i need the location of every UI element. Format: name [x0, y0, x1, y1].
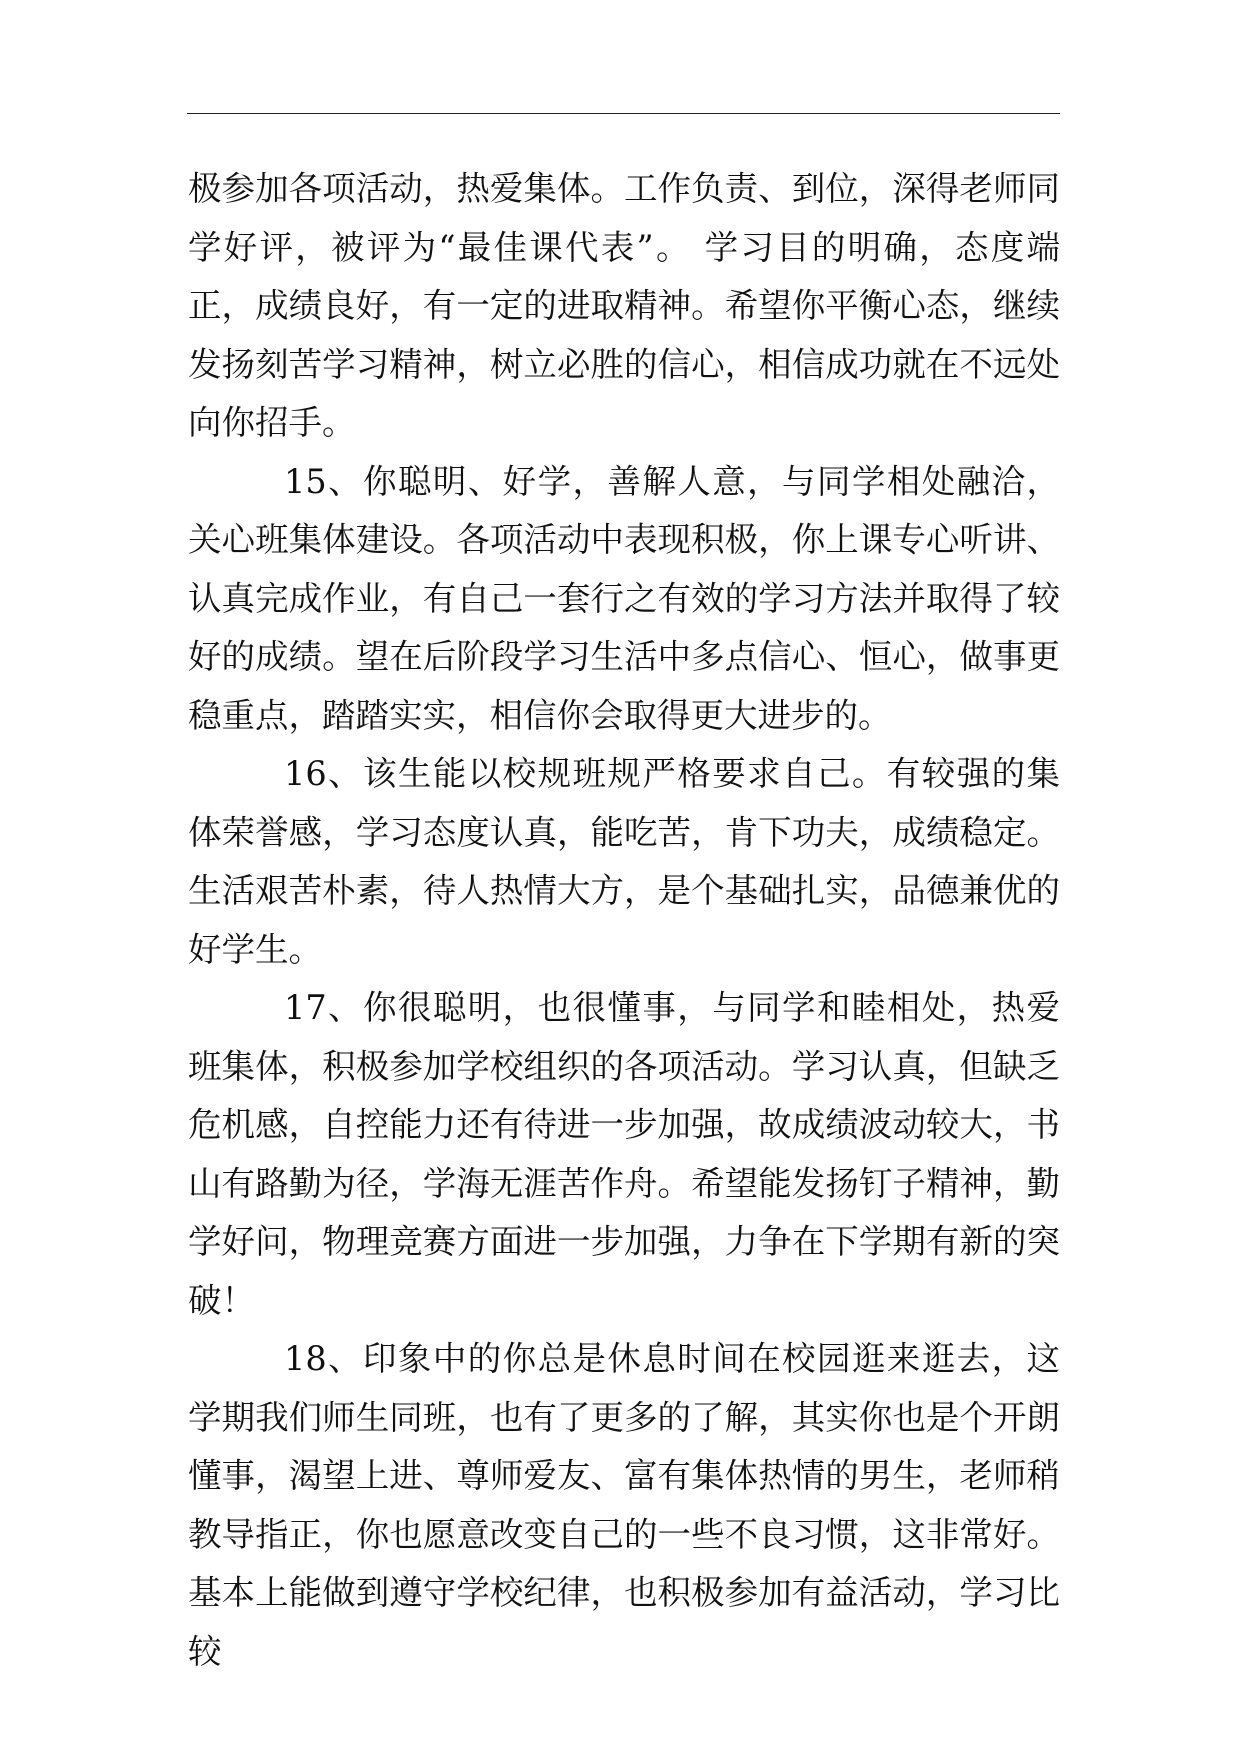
paragraph-comment-15: 15、你聪明、好学，善解人意，与同学相处融洽，关心班集体建设。各项活动中表现积极，你上课专心听讲、认真完成作业，有自己一套行之有效的学习方法并取得了较好的成绩。望在后阶段学习生活中多点信心、恒心，做事更稳重点，踏踏实实，相信你会取得更大进步的。 — [188, 461, 1060, 735]
header-rule — [187, 113, 1060, 114]
paragraph-comment-17: 17、你很聪明，也很懂事，与同学和睦相处，热爱班集体，积极参加学校组织的各项活动。学习认真，但缺乏危机感，自控能力还有待进一步加强，故成绩波动较大，书山有路勤为径，学海无涯苦作舟。希望能发扬钉子精神，勤学好问，物理竞赛方面进一步加强，力争在下学期有新的突破！ — [188, 988, 1060, 1320]
paragraph-comment-18: 18、印象中的你总是休息时间在校园逛来逛去，这学期我们师生同班，也有了更多的了解，其实你也是个开朗懂事，渴望上进、尊师爱友、富有集体热情的男生，老师稍教导指正，你也愿意改变自己的一些不良习惯，这非常好。基本上能做到遵守学校纪律，也积极参加有益活动，学习比较 — [188, 1339, 1060, 1671]
paragraph-comment-16: 16、该生能以校规班规严格要求自己。有较强的集体荣誉感，学习态度认真，能吃苦，肯下功夫，成绩稳定。生活艰苦朴素，待人热情大方，是个基础扎实，品德兼优的好学生。 — [188, 754, 1060, 969]
document-body — [188, 160, 1060, 1681]
paragraph-continued: 极参加各项活动，热爱集体。工作负责、到位，深得老师同学好评，被评为“最佳课代表”。 学习目的明确，态度端正，成绩良好，有一定的进取精神。希望你平衡心态，继续发扬刻苦学习精神，树立必胜的信心，相信成功就在不远处向你招手。 — [188, 169, 1060, 442]
